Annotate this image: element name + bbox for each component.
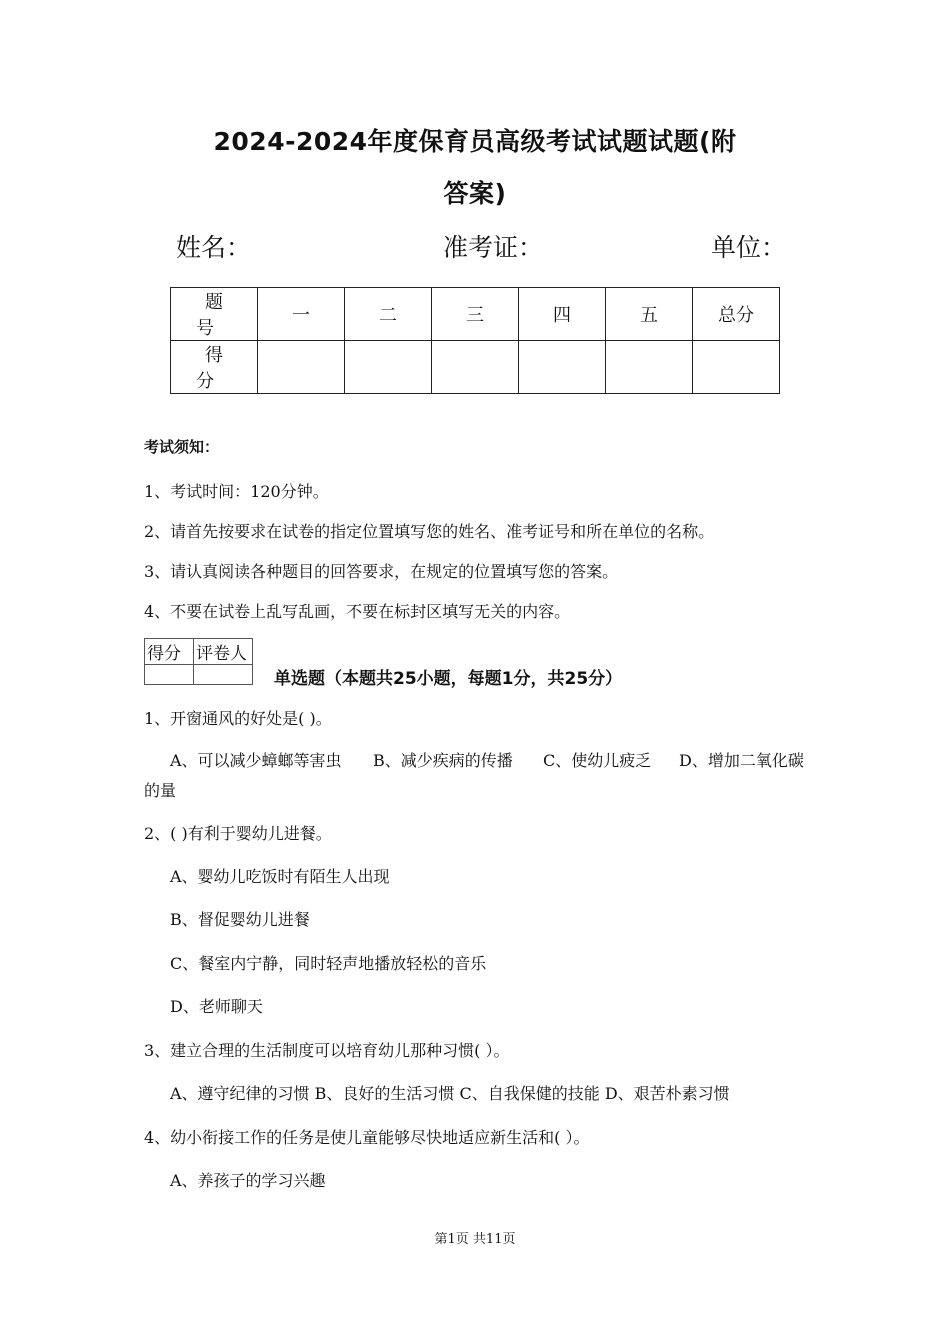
section-title: 单选题（本题共25小题，每题1分，共25分） [274,669,623,689]
option-d[interactable]: D、老师聊天 [170,997,263,1016]
score-table-cell: 五 [606,288,693,341]
score-table-score-row [171,341,780,394]
grader-box [144,638,253,685]
notice-item: 2、请首先按要求在试卷的指定位置填写您的姓名、准考证号和所在单位的名称。 [144,522,715,541]
option-a[interactable]: A、婴幼儿吃饭时有陌生人出现 [170,867,390,886]
score-input-cell[interactable] [606,341,693,394]
score-table [170,287,780,394]
score-input-cell[interactable] [693,341,780,394]
score-table-cell: 三 [432,288,519,341]
notice-item: 4、不要在试卷上乱写乱画，不要在标封区填写无关的内容。 [144,602,571,621]
question-options-row [170,748,804,771]
option-c[interactable]: C、使幼儿疲乏 [543,751,652,770]
score-row-label: 得 分 [171,341,258,394]
question-stem: 1、开窗通风的好处是( )。 [144,709,332,728]
score-input-cell[interactable] [258,341,345,394]
question-stem: 4、幼小衔接工作的任务是使儿童能够尽快地适应新生活和( ）。 [144,1128,590,1147]
score-table-cell: 二 [345,288,432,341]
score-input-cell[interactable] [519,341,606,394]
option-a[interactable]: A、可以减少蟑螂等害虫 [170,751,342,770]
option-c[interactable]: C、餐室内宁静，同时轻声地播放轻松的音乐 [170,954,487,973]
option-b[interactable]: B、督促婴幼儿进餐 [170,910,310,929]
notice-item: 1、考试时间：120分钟。 [144,482,329,501]
score-input-cell[interactable] [432,341,519,394]
name-field-label: 姓名： [176,233,252,262]
option-a[interactable]: A、养孩子的学习兴趣 [170,1171,326,1190]
question-stem: 2、( )有利于婴幼儿进餐。 [144,824,332,843]
option-b[interactable]: B、减少疾病的传播 [373,751,513,770]
question-stem: 3、建立合理的生活制度可以培育幼儿那种习惯( ）。 [144,1041,510,1060]
grader-score-label: 得分 [145,639,194,665]
option-continuation: 的量 [144,781,177,800]
score-input-cell[interactable] [345,341,432,394]
question-options-line[interactable]: A、遵守纪律的习惯 B、良好的生活习惯 C、自我保健的技能 D、艰苦朴素习惯 [170,1084,730,1103]
score-table-cell: 一 [258,288,345,341]
exam-title-line1: 2024-2024年度保育员高级考试试题试题(附 [213,127,737,156]
grader-name-cell[interactable] [194,665,253,685]
score-table-cell: 四 [519,288,606,341]
page-footer: 第1页 共11页 [434,1232,516,1247]
grader-name-label: 评卷人 [194,639,253,665]
exam-id-field-label: 准考证： [443,233,544,262]
exam-title-line2: 答案) [443,179,507,208]
score-table-cell: 题 号 [171,288,258,341]
notice-item: 3、请认真阅读各种题目的回答要求，在规定的位置填写您的答案。 [144,562,619,581]
grader-score-cell[interactable] [145,665,194,685]
notice-title: 考试须知： [144,438,220,456]
score-table-header-row [171,288,780,341]
option-d[interactable]: D、增加二氧化碳 [679,751,804,770]
score-table-cell: 总分 [693,288,780,341]
unit-field-label: 单位： [711,233,787,262]
